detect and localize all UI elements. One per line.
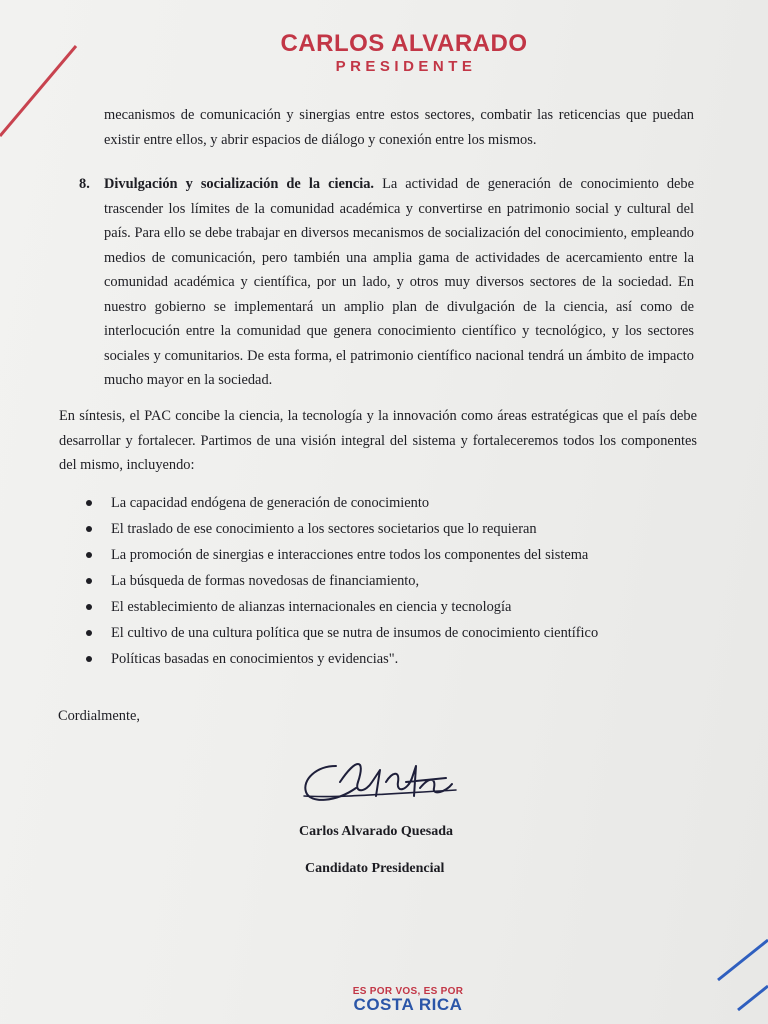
components-list [86,490,598,672]
list-item: El traslado de ese conocimiento a los sectores societarios que lo requieran [86,516,598,542]
letterhead [0,30,768,75]
slogan-bottom: COSTA RICA [353,995,463,1014]
bullet-icon [86,526,92,532]
item-8-paragraph [104,172,694,393]
closing-salutation: Cordialmente, [58,708,140,724]
handwritten-signature [296,752,466,812]
list-item: Políticas basadas en conocimientos y evidencias". [86,646,598,672]
summary-paragraph: En síntesis, el PAC concibe la ciencia, la tecnología y la innovación como áreas estratégicas que el país debe desarrollar y fortalecer. Partimos de una visión integral del sistema y fortaleceremos todos los componentes del mismo, incluyendo: [59,408,697,473]
slogan-top: ES POR VOS, ES POR [352,986,464,997]
list-item: La promoción de sinergias e interacciones entre todos los componentes del sistema [86,542,598,568]
bullet-icon [86,552,92,558]
list-item: La capacidad endógena de generación de conocimiento [86,490,598,516]
brand-name: CARLOS ALVARADO [280,30,528,57]
item-8-text: La actividad de generación de conocimiento debe trascender los límites de la comunidad académica y convertirse en patrimonio social y cultural del país. Para ello se debe trabajar en diversos mecanismos de socialización del conocimiento, empleando medios de comunicación, pero también una amplia gama de actividades de acercamiento entre la comunidad académica y científica, por un lado, y otros muy diversos sectores de la sociedad. En nuestro gobierno se implementará un amplio plan de divulgación de la ciencia, así como de interlocución entre la comunidad que genera conocimiento científico y tecnológico, y los sectores sociales y comunitarios. De esta forma, el patrimonio científico nacional tendrá un ámbito de impacto mucho mayor en la sociedad. [104,176,694,388]
bullet-icon [86,578,92,584]
bullet-icon [86,630,92,636]
item-number: 8. [79,176,90,192]
item-8-heading: Divulgación y socialización de la ciencia. [104,176,375,192]
list-item: El establecimiento de alianzas internacionales en ciencia y tecnología [86,594,598,620]
list-item: La búsqueda de formas novedosas de financiamiento, [86,568,598,594]
bullet-icon [86,656,92,662]
continued-paragraph: mecanismos de comunicación y sinergias entre estos sectores, combatir las reticencias que puedan existir entre ellos, y abrir espacios de diálogo y conexión entre los mismos. [104,107,694,148]
brand-subtitle: PRESIDENTE [335,58,477,75]
bullet-icon [86,604,92,610]
signer-title: Candidato Presidencial [305,861,445,876]
bullet-icon [86,500,92,506]
signer-name: Carlos Alvarado Quesada [299,824,454,839]
list-item: El cultivo de una cultura política que se nutra de insumos de conocimiento científico [86,620,598,646]
footer-slogan [0,986,768,1015]
